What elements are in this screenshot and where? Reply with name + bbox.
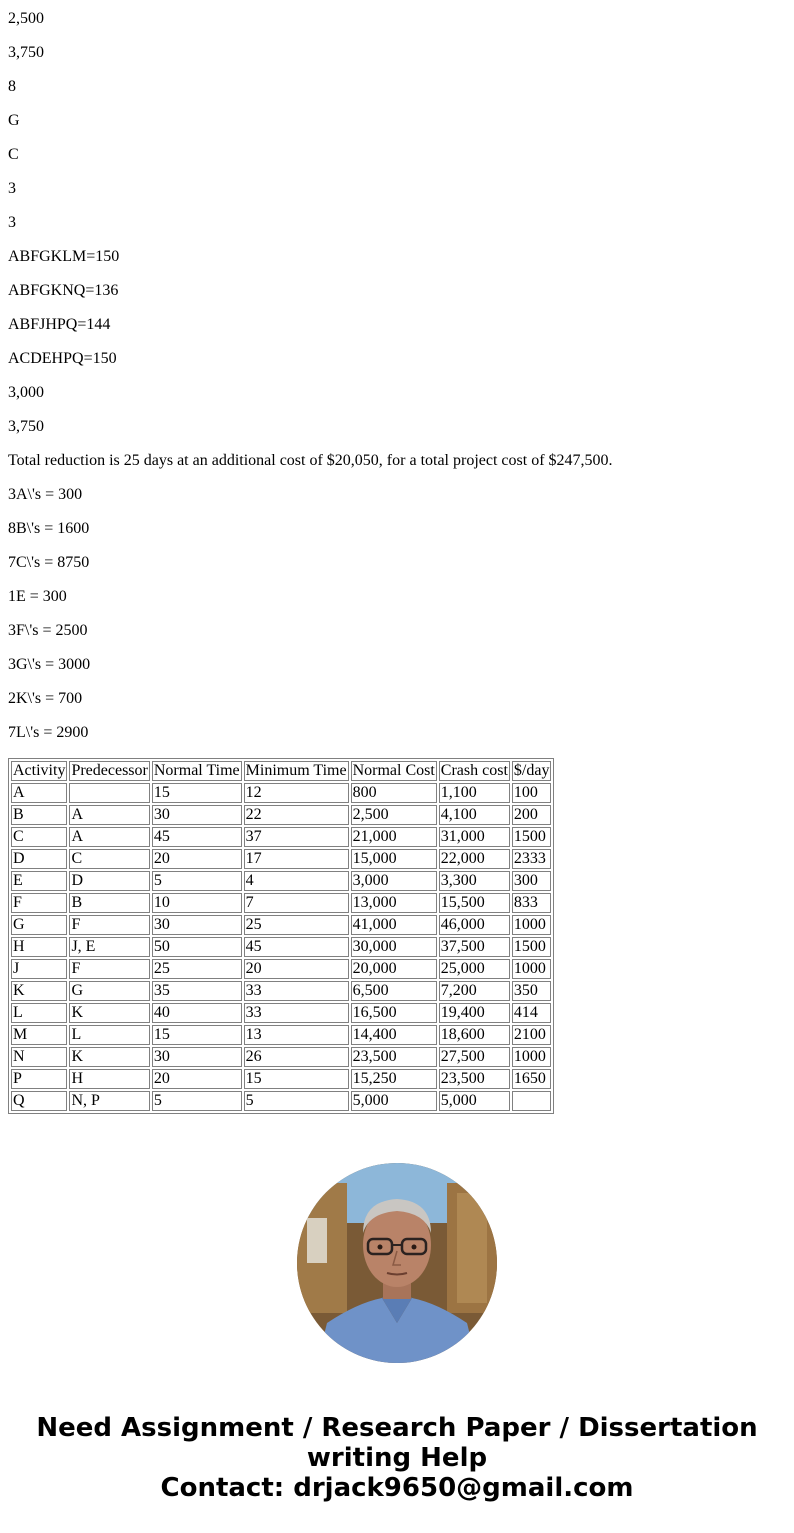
table-cell: D: [11, 849, 67, 869]
column-header: Minimum Time: [245, 762, 347, 779]
answer-line: 8B\'s = 1600: [8, 520, 90, 537]
table-cell: 5,000: [439, 1091, 510, 1111]
table-cell: 1000: [512, 915, 552, 935]
author-avatar: [297, 1163, 497, 1363]
table-row: [11, 981, 551, 1001]
answer-line: ACDEHPQ=150: [8, 350, 117, 367]
table-cell: 15,500: [439, 893, 510, 913]
answer-line: 3: [8, 214, 16, 231]
table-cell: 50: [152, 937, 242, 957]
answer-line: 7L\'s = 2900: [8, 724, 89, 741]
promo-line-1: Need Assignment / Research Paper / Dissertation: [36, 1413, 758, 1443]
table-cell: 35: [152, 981, 242, 1001]
table-cell: 1500: [512, 827, 552, 847]
table-cell: 45: [244, 937, 349, 957]
table-row: [11, 827, 551, 847]
table-row: [11, 959, 551, 979]
promo-banner: [0, 1413, 794, 1503]
table-cell: 21,000: [351, 827, 437, 847]
table-row: [11, 1003, 551, 1023]
column-header: Activity: [13, 762, 66, 779]
table-cell: 7: [244, 893, 349, 913]
table-cell: 23,500: [351, 1047, 437, 1067]
table-cell: 200: [512, 805, 552, 825]
table-cell: 350: [512, 981, 552, 1001]
table-cell: 13: [244, 1025, 349, 1045]
answer-line: 3,750: [8, 44, 44, 61]
table-cell: G: [11, 915, 67, 935]
table-cell: B: [69, 893, 149, 913]
answer-lines: [8, 10, 786, 758]
table-cell: 30: [152, 1047, 242, 1067]
person-photo-icon: [297, 1163, 497, 1363]
table-cell: 2333: [512, 849, 552, 869]
table-cell: 5: [244, 1091, 349, 1111]
table-cell: P: [11, 1069, 67, 1089]
table-cell: 23,500: [439, 1069, 510, 1089]
table-cell: K: [11, 981, 67, 1001]
table-cell: 20,000: [351, 959, 437, 979]
table-cell: 800: [351, 783, 437, 803]
table-cell: 2,500: [351, 805, 437, 825]
table-cell: 25,000: [439, 959, 510, 979]
table-cell: 37,500: [439, 937, 510, 957]
table-cell: 45: [152, 827, 242, 847]
table-cell: 5: [152, 871, 242, 891]
answer-line: 8: [8, 78, 16, 95]
table-cell: 22: [244, 805, 349, 825]
table-cell: 5,000: [351, 1091, 437, 1111]
table-cell: 27,500: [439, 1047, 510, 1067]
table-cell: 15: [152, 1025, 242, 1045]
answer-line: Total reduction is 25 days at an additional cost of $20,050, for a total project cost of $247,500.: [8, 452, 613, 469]
table-cell: 13,000: [351, 893, 437, 913]
table-cell: D: [69, 871, 149, 891]
table-cell: 4,100: [439, 805, 510, 825]
table-cell: 100: [512, 783, 552, 803]
table-cell: 7,200: [439, 981, 510, 1001]
table-cell: H: [11, 937, 67, 957]
table-cell: N: [11, 1047, 67, 1067]
table-cell: 2100: [512, 1025, 552, 1045]
table-cell: A: [69, 805, 149, 825]
table-cell: 19,400: [439, 1003, 510, 1023]
answer-line: G: [8, 112, 20, 129]
column-header: Predecessor: [71, 762, 148, 779]
table-cell: 26: [244, 1047, 349, 1067]
table-cell: L: [11, 1003, 67, 1023]
table-cell: 25: [152, 959, 242, 979]
table-cell: 833: [512, 893, 552, 913]
answer-line: 1E = 300: [8, 588, 67, 605]
table-cell: F: [69, 915, 149, 935]
table-cell: 46,000: [439, 915, 510, 935]
table-cell: J: [11, 959, 67, 979]
table-cell: 30,000: [351, 937, 437, 957]
table-cell: 1000: [512, 959, 552, 979]
answer-line: 3A\'s = 300: [8, 486, 83, 503]
promo-line-2: writing Help: [306, 1443, 488, 1473]
table-cell: 5: [152, 1091, 242, 1111]
table-cell: 18,600: [439, 1025, 510, 1045]
table-cell: 4: [244, 871, 349, 891]
table-row: [11, 1069, 551, 1089]
answer-line: ABFGKNQ=136: [8, 282, 119, 299]
table-cell: [69, 783, 149, 803]
table-cell: 10: [152, 893, 242, 913]
table-cell: B: [11, 805, 67, 825]
table-cell: E: [11, 871, 67, 891]
answer-line: C: [8, 146, 19, 163]
table-cell: 3,300: [439, 871, 510, 891]
column-header: Crash cost: [440, 762, 508, 779]
table-cell: 25: [244, 915, 349, 935]
answer-line: 3F\'s = 2500: [8, 622, 88, 639]
table-cell: 37: [244, 827, 349, 847]
table-cell: 40: [152, 1003, 242, 1023]
table-cell: 15,000: [351, 849, 437, 869]
table-cell: 1000: [512, 1047, 552, 1067]
column-header: Normal Time: [153, 762, 240, 779]
table-cell: 20: [152, 849, 242, 869]
answer-line: 2,500: [8, 10, 44, 27]
table-cell: J, E: [69, 937, 149, 957]
table-cell: 20: [244, 959, 349, 979]
table-cell: C: [69, 849, 149, 869]
table-cell: 31,000: [439, 827, 510, 847]
table-cell: 17: [244, 849, 349, 869]
table-cell: [512, 1091, 552, 1111]
table-cell: G: [69, 981, 149, 1001]
table-row: [11, 937, 551, 957]
table-cell: 33: [244, 1003, 349, 1023]
table-cell: M: [11, 1025, 67, 1045]
answer-line: 3: [8, 180, 16, 197]
table-cell: 30: [152, 805, 242, 825]
table-cell: 3,000: [351, 871, 437, 891]
table-cell: 300: [512, 871, 552, 891]
table-cell: 33: [244, 981, 349, 1001]
table-row: [11, 1025, 551, 1045]
table-cell: F: [69, 959, 149, 979]
table-cell: 12: [244, 783, 349, 803]
table-header-row: [11, 761, 551, 781]
table-row: [11, 849, 551, 869]
table-cell: N, P: [69, 1091, 149, 1111]
table-cell: 22,000: [439, 849, 510, 869]
answer-line: ABFGKLM=150: [8, 248, 120, 265]
table-cell: 15,250: [351, 1069, 437, 1089]
document-body: [0, 10, 794, 1114]
table-row: [11, 1091, 551, 1111]
table-cell: 1650: [512, 1069, 552, 1089]
table-row: [11, 915, 551, 935]
answer-line: 3,750: [8, 418, 44, 435]
column-header: Normal Cost: [352, 762, 435, 779]
table-cell: A: [69, 827, 149, 847]
answer-line: 2K\'s = 700: [8, 690, 83, 707]
table-cell: 30: [152, 915, 242, 935]
promo-contact: Contact: drjack9650@gmail.com: [160, 1473, 634, 1503]
answer-line: ABFJHPQ=144: [8, 316, 111, 333]
table-row: [11, 893, 551, 913]
table-row: [11, 1047, 551, 1067]
answer-line: 3G\'s = 3000: [8, 656, 91, 673]
table-cell: 414: [512, 1003, 552, 1023]
table-cell: A: [11, 783, 67, 803]
table-cell: 20: [152, 1069, 242, 1089]
table-row: [11, 871, 551, 891]
table-cell: 15: [152, 783, 242, 803]
table-cell: 1500: [512, 937, 552, 957]
column-header: $/day: [513, 762, 550, 779]
table-cell: 15: [244, 1069, 349, 1089]
table-cell: 41,000: [351, 915, 437, 935]
answer-line: 3,000: [8, 384, 44, 401]
table-cell: 1,100: [439, 783, 510, 803]
table-row: [11, 805, 551, 825]
table-cell: K: [69, 1047, 149, 1067]
table-cell: H: [69, 1069, 149, 1089]
table-cell: C: [11, 827, 67, 847]
activity-table: [8, 758, 554, 1114]
table-row: [11, 783, 551, 803]
table-cell: F: [11, 893, 67, 913]
table-cell: L: [69, 1025, 149, 1045]
table-cell: K: [69, 1003, 149, 1023]
table-cell: 16,500: [351, 1003, 437, 1023]
table-cell: 14,400: [351, 1025, 437, 1045]
table-cell: Q: [11, 1091, 67, 1111]
answer-line: 7C\'s = 8750: [8, 554, 90, 571]
table-cell: 6,500: [351, 981, 437, 1001]
